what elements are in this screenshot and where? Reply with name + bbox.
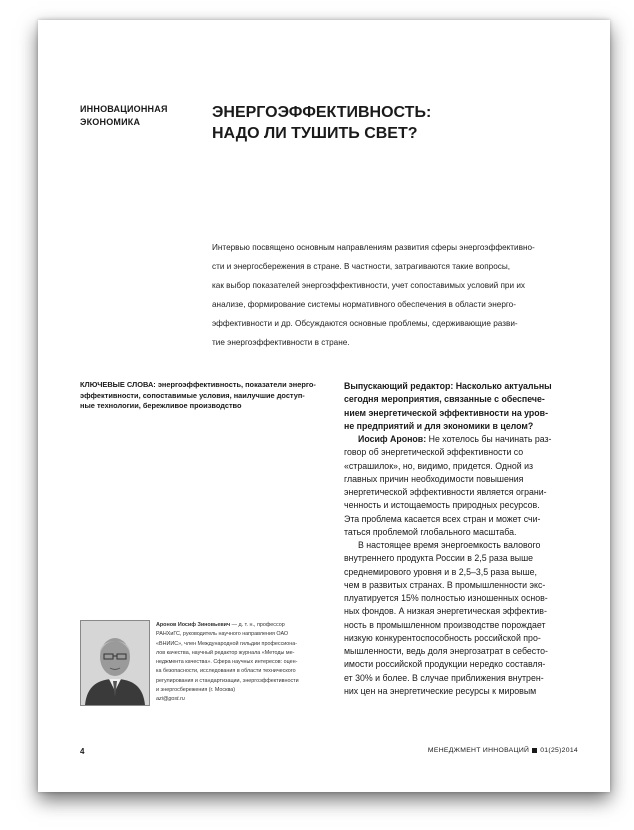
answer-line: имости российской продукции нередко составля-	[344, 659, 546, 670]
bio-line: регулирования и стандартизации, энергоэффективности	[156, 677, 299, 684]
answer-line: низкую конкурентоспособность российской про-	[344, 632, 541, 643]
bio-line: неджмента качества». Сфера научных интересов: оцен-	[156, 659, 298, 666]
page-number: 4	[80, 747, 85, 756]
issue-number: 01(25)2014	[540, 747, 578, 754]
answer-line: говор об энергетической эффективности со	[344, 447, 524, 458]
interview-body	[344, 380, 594, 698]
abstract-line: анализе, формирование системы нормативного обеспечения в области энерго-	[212, 300, 516, 309]
bio-line: ка безопасности, исследования в области технического	[156, 668, 296, 675]
article-abstract	[212, 238, 580, 352]
keywords-line: энергоэффективность, показатели энерго-	[157, 380, 316, 389]
answer-line: ных фондов. А низкая энергетическая эффектив-	[344, 606, 547, 617]
answer-line: ченность и истощаемость природных ресурсов.	[344, 500, 540, 511]
bio-line: — д. т. н., профессор	[230, 622, 285, 628]
abstract-line: Интервью посвящено основным направлениям развития сферы энергоэффективно-	[212, 243, 535, 252]
answer-line: В настоящее время энергоемкость валового	[358, 540, 541, 550]
article-title	[212, 102, 572, 144]
answer-line: таться проблемой глобального масштаба.	[344, 526, 517, 537]
answer-line: ет 30% и более. В случае приближения внутрен-	[344, 672, 544, 683]
answer-line: главных причин необходимости повышения	[344, 473, 524, 484]
section-label-line: ИННОВАЦИОННАЯ	[80, 104, 168, 114]
keywords-line: эффективности, сопоставимые условия, наилучшие доступ-	[80, 390, 305, 400]
answer-line: Не хотелось бы начинать раз-	[426, 434, 552, 444]
question-line: не предприятий и для экономики в целом?	[344, 420, 534, 431]
answer-line: «страшилок», но, видимо, придется. Одной из	[344, 460, 534, 471]
title-line: НАДО ЛИ ТУШИТЬ СВЕТ?	[212, 125, 418, 142]
abstract-line: сти и энергосбережения в стране. В частности, затрагиваются такие вопросы,	[212, 262, 511, 271]
journal-page	[38, 20, 610, 792]
abstract-line: тие энергоэффективности в стране.	[212, 338, 350, 347]
question-line: нием энергетической эффективности на уров-	[344, 407, 549, 418]
separator-square-icon	[532, 748, 537, 753]
author-photo	[80, 620, 150, 706]
author-bio	[156, 621, 332, 705]
answer-line: внутреннего продукта России в 2,5 раза выше	[344, 553, 534, 564]
bio-line: и энергосбережения (г. Москва)	[156, 687, 236, 694]
bio-line: «ВНИИС», член Международной гильдии профессиона-	[156, 640, 298, 647]
keywords-block	[80, 380, 332, 412]
answer-line: Эта проблема касается всех стран и может счи-	[344, 513, 541, 524]
title-line: ЭНЕРГОЭФФЕКТИВНОСТЬ:	[212, 104, 432, 121]
author-name: Аронов Иосиф Зиновьевич	[156, 622, 231, 628]
question-line: Выпускающий редактор: Насколько актуальны	[344, 381, 552, 391]
answer-line: энергетической эффективности является ограни-	[344, 487, 547, 497]
abstract-line: эффективности и др. Обсуждаются основные проблемы, сдерживающие разви-	[212, 319, 518, 328]
portrait-image	[81, 621, 149, 705]
running-footer	[428, 747, 578, 754]
bio-line: лов качества, научный редактор журнала «Методы ме-	[156, 649, 295, 656]
answer-line: мышленности, ведь доля энергозатрат в себесто-	[344, 646, 548, 656]
keywords-label: КЛЮЧЕВЫЕ СЛОВА:	[80, 380, 156, 389]
answer-line: них цен на энергетические ресурсы к мировым	[344, 685, 537, 696]
abstract-line: как выбор показателей энергоэффективности, учет сопоставимых условий при их	[212, 281, 525, 290]
author-email: azi@gost.ru	[156, 696, 185, 703]
journal-name: МЕНЕДЖМЕНТ ИННОВАЦИЙ	[427, 747, 530, 754]
speaker-name: Иосиф Аронов:	[358, 434, 427, 444]
section-label	[80, 103, 168, 129]
question-line: сегодня мероприятия, связанные с обеспече-	[344, 394, 545, 405]
answer-line: среднемирового уровня и в 2,5–3,5 раза выше,	[344, 566, 537, 577]
answer-line: плуатируется 15% полностью изношенных основ-	[344, 593, 548, 603]
bio-line: РАНХиГС, руководитель научного направления ОАО	[156, 631, 289, 638]
answer-line: чем в развитых странах. В промышленности экс-	[344, 579, 546, 590]
section-label-line: ЭКОНОМИКА	[80, 117, 141, 127]
answer-line: ность в промышленном производстве порождает	[344, 619, 546, 630]
keywords-line: ные технологии, бережливое производство	[80, 401, 242, 410]
